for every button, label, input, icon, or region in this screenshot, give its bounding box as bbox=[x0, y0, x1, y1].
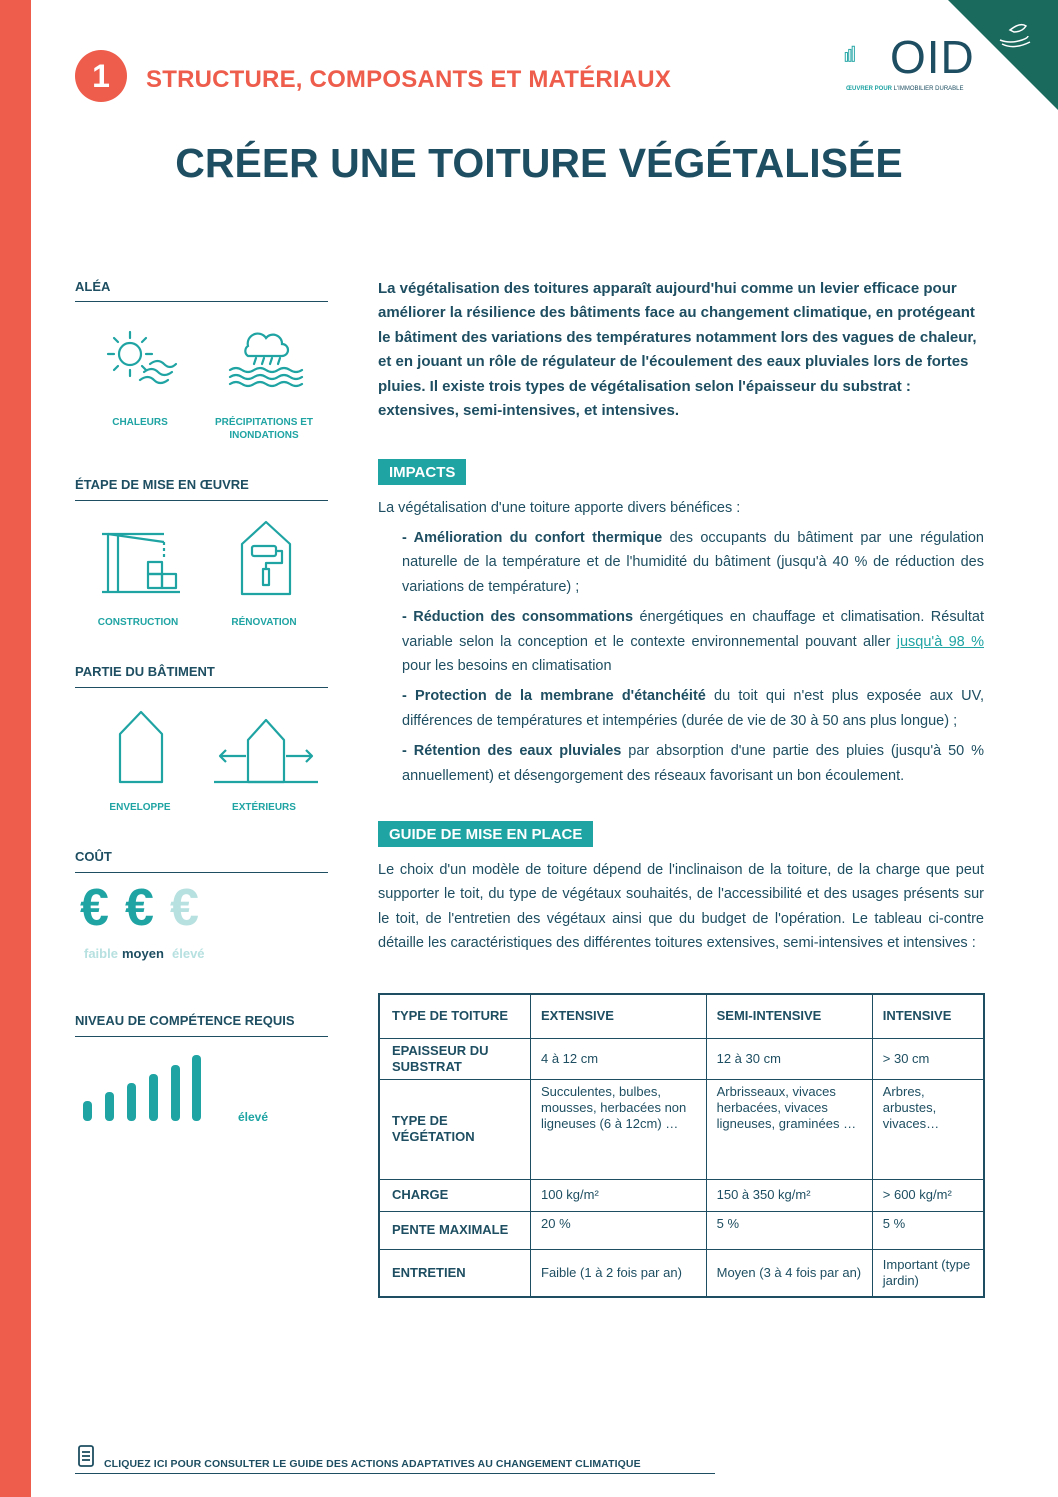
guide-heading: GUIDE DE MISE EN PLACE bbox=[378, 821, 593, 847]
competence-bar bbox=[192, 1055, 201, 1121]
list-item: - Amélioration du confort thermique des occupants du bâtiment par une régulation naturelle de la température et de l'humidité du bâtiment (jusqu'à 40 % de réduction des variations de température) ; bbox=[402, 530, 984, 595]
table-cell: INTENSIVE bbox=[872, 994, 984, 1038]
etape-heading: ÉTAPE DE MISE EN ŒUVRE bbox=[75, 477, 249, 492]
competence-heading: NIVEAU DE COMPÉTENCE REQUIS bbox=[75, 1013, 295, 1028]
caption-renovation: RÉNOVATION bbox=[231, 617, 297, 628]
oid-logo-icon bbox=[844, 30, 888, 82]
table-cell: Important (type jardin) bbox=[872, 1249, 984, 1297]
cost-label-eleve: élevé bbox=[172, 946, 205, 961]
table-cell: 100 kg/m² bbox=[531, 1179, 707, 1211]
list-item: - Réduction des consommations énergétiques en chauffage et climatisation. Résultat variable selon la conception et le contexte environnemental pouvant aller jusqu'à 98 % pour les besoins en climatisation bbox=[402, 609, 984, 675]
section-title: STRUCTURE, COMPOSANTS ET MATÉRIAUX bbox=[146, 66, 672, 93]
table-cell: TYPE DE VÉGÉTATION bbox=[379, 1079, 531, 1179]
caption-enveloppe: ENVELOPPE bbox=[109, 802, 171, 813]
competence-bar bbox=[127, 1083, 136, 1121]
competence-bar bbox=[171, 1065, 180, 1121]
impacts-lead: La végétalisation d'une toiture apporte divers bénéfices : bbox=[378, 500, 741, 516]
table-cell: Faible (1 à 2 fois par an) bbox=[531, 1249, 707, 1297]
table-cell: Moyen (3 à 4 fois par an) bbox=[706, 1249, 872, 1297]
table-cell: EXTENSIVE bbox=[531, 994, 707, 1038]
sun-heat-icon bbox=[100, 326, 180, 388]
table-cell: 20 % bbox=[531, 1211, 707, 1249]
list-item: - Rétention des eaux pluviales par absorption d'une partie des pluies (jusqu'à 50 % annuellement) et désengorgement des réseaux favorisant un bon écoulement. bbox=[402, 743, 984, 784]
document-icon bbox=[77, 1444, 95, 1468]
table-cell: 12 à 30 cm bbox=[706, 1038, 872, 1079]
rain-flood-icon bbox=[226, 326, 306, 388]
section-number-badge: 1 bbox=[75, 50, 127, 102]
crane-icon bbox=[100, 522, 182, 594]
divider bbox=[75, 1036, 328, 1037]
table-header-row bbox=[379, 994, 984, 1038]
table-cell: 5 % bbox=[872, 1211, 984, 1249]
table-cell: Arbrisseaux, vivaces herbacées, vivaces ligneuses, graminées … bbox=[706, 1079, 872, 1179]
table-cell: > 600 kg/m² bbox=[872, 1179, 984, 1211]
divider bbox=[75, 872, 328, 873]
table-cell: Arbres, arbustes, vivaces… bbox=[872, 1079, 984, 1179]
paint-roller-house-icon bbox=[238, 518, 294, 598]
table-cell: 5 % bbox=[706, 1211, 872, 1249]
table-row bbox=[379, 1211, 984, 1249]
page-title: CRÉER UNE TOITURE VÉGÉTALISÉE bbox=[175, 140, 903, 186]
intro-paragraph: La végétalisation des toitures apparaît aujourd'hui comme un levier efficace pour améliorer la résilience des bâtiments face au changement climatique, en protégeant le bâtiment des variations des températures notamment lors des vagues de chaleur, et en jouant un rôle de régulateur de l'écoulement des eaux pluviales lors de fortes pluies. Il existe trois types de végétalisation selon l'épaisseur du substrat : extensives, semi-intensives, et intensives. bbox=[378, 280, 977, 420]
divider bbox=[75, 500, 328, 501]
logo-text: OID bbox=[890, 31, 975, 83]
table-cell: 150 à 350 kg/m² bbox=[706, 1179, 872, 1211]
table-cell: Succulentes, bulbes, mousses, herbacées non ligneuses (6 à 12cm) … bbox=[531, 1079, 707, 1179]
table-cell: TYPE DE TOITURE bbox=[379, 994, 531, 1038]
cost-label-faible: faible bbox=[84, 946, 118, 961]
caption-construction: CONSTRUCTION bbox=[97, 617, 179, 628]
table-cell: CHARGE bbox=[379, 1179, 531, 1211]
cout-heading: COÛT bbox=[75, 849, 112, 864]
partie-heading: PARTIE DU BÂTIMENT bbox=[75, 664, 215, 679]
caption-precipitations: PRÉCIPITATIONS ET INONDATIONS bbox=[215, 417, 313, 441]
guide-link[interactable]: CLIQUEZ ICI POUR CONSULTER LE GUIDE DES ACTIONS ADAPTATIVES AU CHANGEMENT CLIMATIQUE bbox=[104, 1458, 641, 1470]
divider bbox=[75, 687, 328, 688]
table-cell: > 30 cm bbox=[872, 1038, 984, 1079]
impacts-list bbox=[402, 526, 984, 794]
logo-tagline: ŒUVRER POUR L'IMMOBILIER DURABLE bbox=[846, 86, 964, 92]
impacts-heading: IMPACTS bbox=[378, 459, 466, 485]
competence-level-label: élevé bbox=[238, 1110, 269, 1124]
competence-bar bbox=[105, 1092, 114, 1121]
table-cell: SEMI-INTENSIVE bbox=[706, 994, 872, 1038]
table-row bbox=[379, 1249, 984, 1297]
table-cell: ENTRETIEN bbox=[379, 1249, 531, 1297]
alea-heading: ALÉA bbox=[75, 279, 111, 294]
table-cell: EPAISSEUR DU SUBSTRAT bbox=[379, 1038, 531, 1079]
caption-chaleurs: CHALEURS bbox=[112, 417, 168, 428]
euro-icon: € bbox=[80, 879, 109, 937]
caption-exterieurs: EXTÉRIEURS bbox=[232, 802, 296, 813]
table-row bbox=[379, 1038, 984, 1079]
euro-icon: € bbox=[125, 879, 154, 937]
list-item: - Protection de la membrane d'étanchéité du toit qui n'est plus exposée aux UV, différences de températures et intempéries (durée de vie de 30 à 50 ans plus longue) ; bbox=[402, 688, 984, 729]
table-cell: PENTE MAXIMALE bbox=[379, 1211, 531, 1249]
left-accent-bar bbox=[0, 0, 31, 1497]
table-row bbox=[379, 1179, 984, 1211]
competence-bar bbox=[83, 1101, 92, 1121]
guide-paragraph: Le choix d'un modèle de toiture dépend de l'inclinaison de la toiture, de la charge que peut supporter le toit, du type de végétaux souhaités, de l'accessibilité et des usages présents sur le toit, de l'entretien des végétaux ainsi que du budget de l'opération. Le tableau ci-contre détaille les caractéristiques des différentes toitures extensives, semi-intensives et intensives : bbox=[378, 862, 984, 952]
house-outline-icon bbox=[116, 708, 166, 784]
euro-icon: € bbox=[170, 879, 199, 937]
table-cell: 4 à 12 cm bbox=[531, 1038, 707, 1079]
house-exterior-arrows-icon bbox=[212, 716, 320, 784]
competence-bar bbox=[149, 1074, 158, 1121]
table-row bbox=[379, 1079, 984, 1179]
divider bbox=[75, 301, 328, 302]
cost-label-moyen: moyen bbox=[122, 946, 164, 961]
roof-types-table bbox=[378, 993, 985, 1298]
source-link[interactable]: jusqu'à 98 % bbox=[896, 633, 984, 650]
footer-underline bbox=[75, 1473, 715, 1474]
